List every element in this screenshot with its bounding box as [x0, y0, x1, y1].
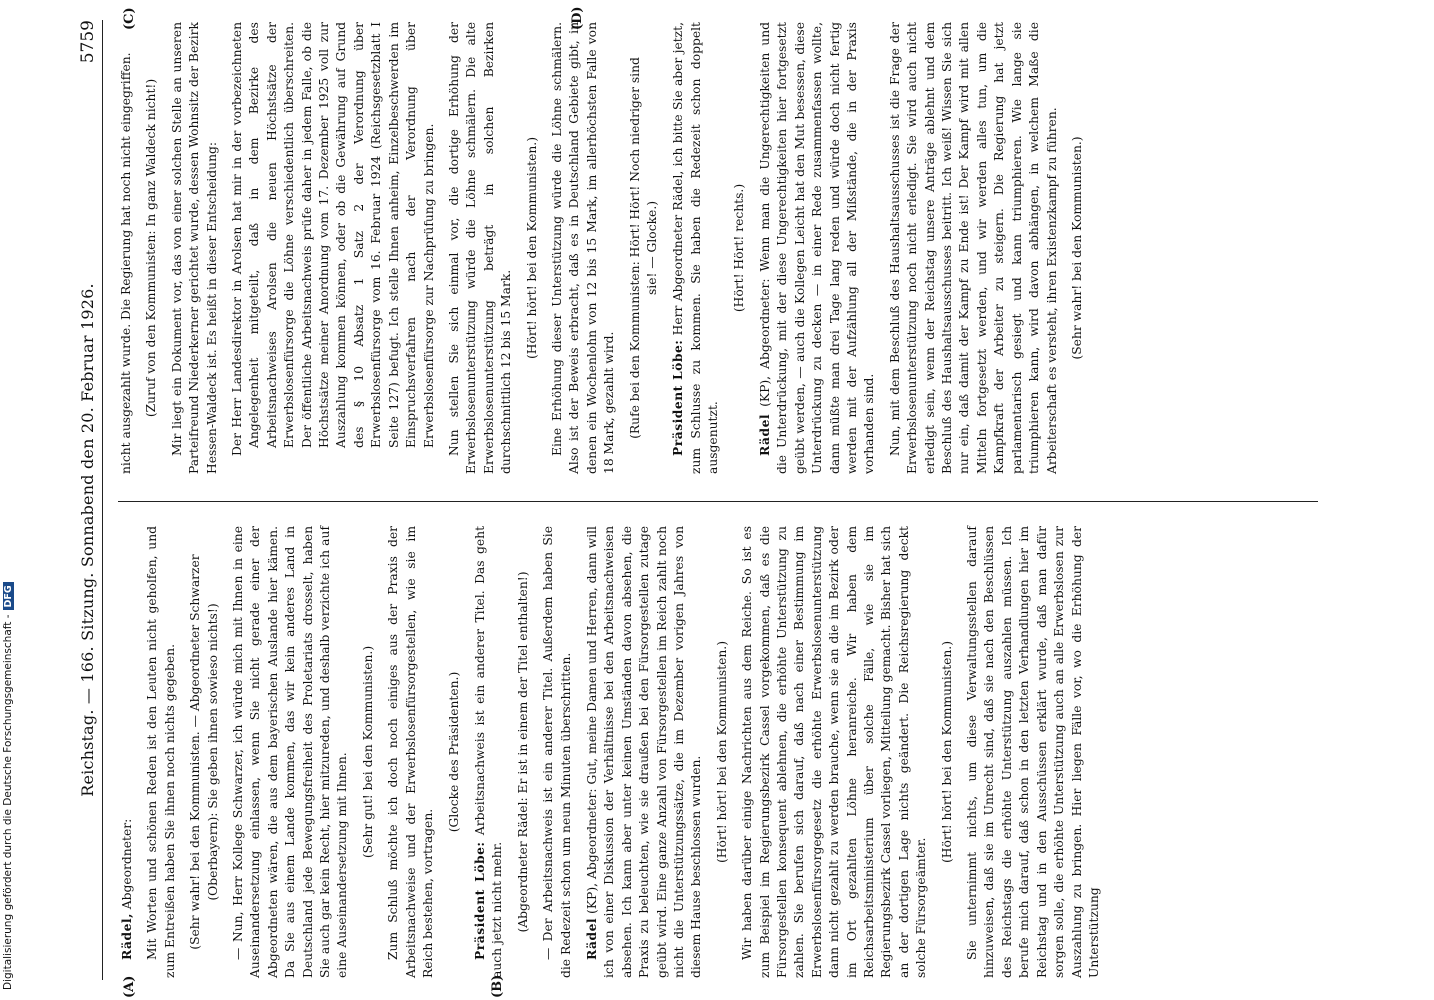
paragraph [144, 526, 179, 978]
page-number: 5759 [78, 20, 98, 64]
footer-text: Digitalisierung gefördert durch die Deutsche Forschungsgemeinschaft - [2, 614, 14, 990]
paragraph-text: Mir liegt ein Dokument vor, das von einer solchen Stelle an unseren Parteifreund Niederkerner gerichtet wurde, dessen Wohnsitz der Bezirk Hessen-Waldeck ist. Es heißt in dieser Entscheidung: [169, 22, 219, 474]
running-title: Reichstag. — 166. Sitzung. Sonnabend den 20. Februar 1926. [78, 283, 97, 797]
paragraph [739, 526, 930, 978]
interjection [187, 550, 222, 954]
paragraph-text: — Nun, Herr Kollege Schwarzer, ich würde mich mit Ihnen in eine Auseinandersetzung einlassen, wenn Sie nicht gerade einer der Abgeordneten wären, die aus dem bayerischen Auslande hier kämen. Da Sie aus einem Lande kommen, das wir kein anderes Land in Deutschland jede Bewegungsfreiheit des Proletariats drosselt, haben Sie auch gar kein Recht, hier mitzureden, und deshalb verzichte ich auf eine Auseinandersetzung mit Ihnen. [231, 526, 350, 978]
paragraph [230, 526, 352, 978]
paragraph-text: (Sehr wahr! bei den Kommunisten.) [1069, 136, 1084, 360]
paragraph-text: (Sehr wahr! bei den Kommunisten. — Abgeordneter Schwarzer (Oberbayern): Sie geben ihnen sowieso nichts!) [188, 554, 220, 950]
speaker-name: Rädel [757, 413, 772, 456]
dfg-logo: DFG [3, 582, 14, 610]
paragraph [169, 22, 221, 474]
marker-b: (B) [490, 974, 505, 998]
interjection [515, 550, 532, 954]
paragraph-text: (KP), Abgeordneter: Wenn man die Ungerechtigkeiten und die Unterdrückung, mit der diese Ungerechtigkeiten hier fortgesetzt geübt werden, — auch die Kollegen Leicht hat den Mut besessen, diese Unterdrückung zu decken — in einer Rede zusammenfassen wollte, dann müßte man drei Tage lang reden und würde doch nicht fertig werden mit der Aufzählung all der Mißstände, die in der Praxis vorhanden sind. [758, 22, 877, 474]
paragraph-text: Sie unternimmt nichts, um diese Verwaltungsstellen darauf hinzuweisen, daß sie im Unrecht sind, daß sie nach den Beschlüssen des Reichstags die erhöhte Unterstützung auszahlen müssen. Ich berufe mich darauf, daß schon in den letzten Verhandlungen hier im Reichstag und in den Ausschüssen erklärt wurde, daß man dafür sorgen solle, die erhöhte Unterstützung auch an alle Erwerbslosen zur Auszahlung zu bringen. Hier liegen Fälle vor, wo die Erhöhung der Unterstützung [965, 526, 1101, 978]
paragraph-text: nicht ausgezahlt wurde. Die Regierung hat noch nicht eingegriffen. [119, 52, 133, 474]
paragraph-text: (Hört! Hört! rechts.) [731, 183, 746, 313]
interjection [143, 46, 160, 450]
paragraph [549, 22, 619, 474]
paragraph-text: Arbeitsnachweis ist ein anderer Titel. Das geht auch jetzt nicht mehr. [472, 525, 505, 978]
paragraph [118, 22, 135, 474]
speaker-name: Rädel, [119, 913, 134, 960]
paragraph [540, 526, 575, 978]
speaker-name: Präsident Löbe: [670, 339, 686, 456]
header-rule [102, 20, 103, 980]
interjection [360, 550, 377, 954]
speaker-name: Rädel [583, 917, 599, 960]
interjection [524, 46, 541, 450]
paragraph-text: Herr Abgeordneter Rädel, ich bitte Sie aber jetzt, zum Schlusse zu kommen. Sie haben die Redezeit schon doppelt ausgenutzt. [671, 22, 721, 474]
left-column [118, 526, 1318, 978]
paragraph [583, 526, 706, 978]
paragraph [887, 22, 1061, 474]
paragraph-text: Nun, mit dem Beschluß des Haushaltsausschusses ist die Frage der Erwerbslosenunterstützung noch nicht erledigt. Sie wird auch nicht erledigt sein, wenn der Reichstag unsere Anträge ablehnt und dem Beschluß des Haushaltsausschusses beitritt. Ich weiß! Wissen Sie sich nur ein, daß damit der Kampf zu Ende ist! Der Kampf wird mit allen Mitteln fortgesetzt werden, und wir werden alles tun, um die Kampfkraft der Arbeiter zu steigern. Die Regierung hat jetzt parlamentarisch gesiegt und kann triumphieren. Wie lange sie triumphieren kann, wird davon abhängen, in welchem Maße die Arbeiterschaft es versteht, ihren Existenzkampf zu führen. [887, 22, 1059, 474]
paragraph-text: Mit Worten und schönen Reden ist den Leuten nicht geholfen, und zum Entreißen haben Sie ihnen noch nichts gegeben. [145, 526, 177, 978]
paragraph-text: (Abgeordneter Rädel: Er ist in einem der Titel enthalten!) [515, 571, 530, 933]
marker-d: (D) [570, 6, 585, 30]
paragraph-text: (Sehr gut! bei den Kommunisten.) [360, 645, 375, 859]
paragraph-text: (Zuruf von den Kommunisten: In ganz Waldeck nicht!) [144, 78, 159, 418]
column-rule [118, 501, 1318, 502]
paragraph-text: Wir haben darüber einige Nachrichten aus dem Reiche. So ist es zum Beispiel im Regierungsbezirk Cassel vorgekommen, daß es die Fürsorgestellen konsequent ablehnen, die erhöhte Unterstützung zu zahlen. Sie berufen sich darauf, daß nach einer Bestimmung im Erwerbslosenfürsorgegesetz die erhöhte Erwerbslosenunterstützung dann nicht gezahlt zu werden brauche, wenn sie an die im Bezirk oder im Ort gezahlten Löhne heranreiche. Wir haben dem Reichsarbeitsministerium über solche Fälle, wie sie im Regierungsbezirk Cassel vorliegen, Mitteilung gemacht. Bisher hat sich an der dortigen Lage nichts geändert. Die Reichsregierung deckt solche Fürsorgeämter. [740, 526, 929, 978]
interjection [731, 46, 748, 450]
paragraph-text: — Der Arbeitsnachweis ist ein anderer Titel. Außerdem haben Sie die Redezeit schon um neun Minuten überschritten. [541, 526, 573, 978]
marker-a: (A) [122, 975, 137, 998]
paragraph [118, 526, 136, 978]
paragraph [471, 526, 507, 978]
paragraph-text: Zum Schluß möchte ich doch noch einiges aus der Praxis der Arbeitsnachweise und der Erwerbslosenfürsorgestellen, wie sie im Reich bestehen, vortragen. [386, 526, 436, 978]
paragraph-text: (Hört! hört! bei den Kommunisten.) [939, 640, 954, 864]
paragraph [385, 526, 437, 978]
paragraph [964, 526, 1103, 978]
paragraph-text: (KP), Abgeordneter: Gut, meine Damen und Herren, dann will ich von einer Diskussion der Verhältnisse bei den Arbeitsnachweisen absehen. Ich kann aber unter keinen Umständen davon absehen, die Praxis zu beleuchten, wie sie draußen bei den Fürsorgestellen zutage geübt wird. Eine ganze Anzahl von Fürsorgestellen im Reich zahlt noch nicht die Unterstützungssätze, die im Dezember vorigen Jahres von diesem Hause beschlossen wurden. [584, 526, 704, 978]
paragraph-text: (Hört! hört! bei den Kommunisten.) [714, 640, 729, 864]
paragraph-text: Abgeordneter: [120, 818, 134, 914]
paragraph [756, 22, 879, 474]
paragraph-text: Nun stellen Sie sich einmal vor, die dortige Erhöhung der Erwerbslosenunterstützung würde die Löhne schmälern. Die alte Erwerbslosenunterstützung beträgt in solchen Bezirken durchschnittlich 12 bis 15 Mark. [446, 22, 514, 474]
interjection [627, 46, 662, 450]
marker-c: (C) [122, 7, 137, 30]
paragraph-text: Eine Erhöhung dieser Unterstützung würde die Löhne schmälern. Also ist der Beweis erbracht, daß es in Deutschland Gebiete gibt, in denen ein Wochenlohn von 12 bis 15 Mark, im allerhöchsten Falle von 18 Mark, gezahlt wird. [549, 22, 617, 474]
paragraph-text: Der Herr Landesdirektor in Arolsen hat mir in der vorbezeichneten Angelegenheit mitgeteilt, daß in dem Bezirke des Arbeitsnachweises Arolsen die neuen Höchstsätze der Erwerbslosenfürsorge die Löhne verschiedentlich überschreiten. Der öffentliche Arbeitsnachweis prüfe daher in jedem Falle, ob die Höchstsätze meiner Anordnung vom 17. Dezember 1925 voll zur Auszahlung kommen können, oder ob die Gewährung auf Grund des § 10 Absatz 1 Satz 2 der Verordnung über Erwerbslosenfürsorge vom 16. Februar 1924 (Reichsgesetzblatt I Seite 127) befugt. Ich stelle Ihnen anheim, Einzelbeschwerden im Einspruchsverfahren nach der Verordnung über Erwerbslosenfürsorge zur Nachprüfung zu bringen. [230, 22, 436, 456]
paragraph-text: (Rufe bei den Kommunisten: Hört! Hört! Noch niedriger sind sie! — Glocke.) [627, 57, 659, 439]
footer [0, 0, 28, 1000]
interjection [939, 550, 956, 954]
paragraph-text: (Hört! hört! bei den Kommunisten.) [524, 136, 539, 360]
speaker-name: Präsident Löbe: [471, 841, 487, 960]
interjection [1069, 46, 1086, 450]
paragraph [446, 22, 516, 474]
paragraph [669, 22, 722, 474]
paragraph-text: (Glocke des Präsidenten.) [446, 671, 461, 833]
right-column [118, 22, 1318, 474]
interjection [446, 550, 463, 954]
interjection [714, 550, 731, 954]
paragraph [229, 22, 438, 474]
